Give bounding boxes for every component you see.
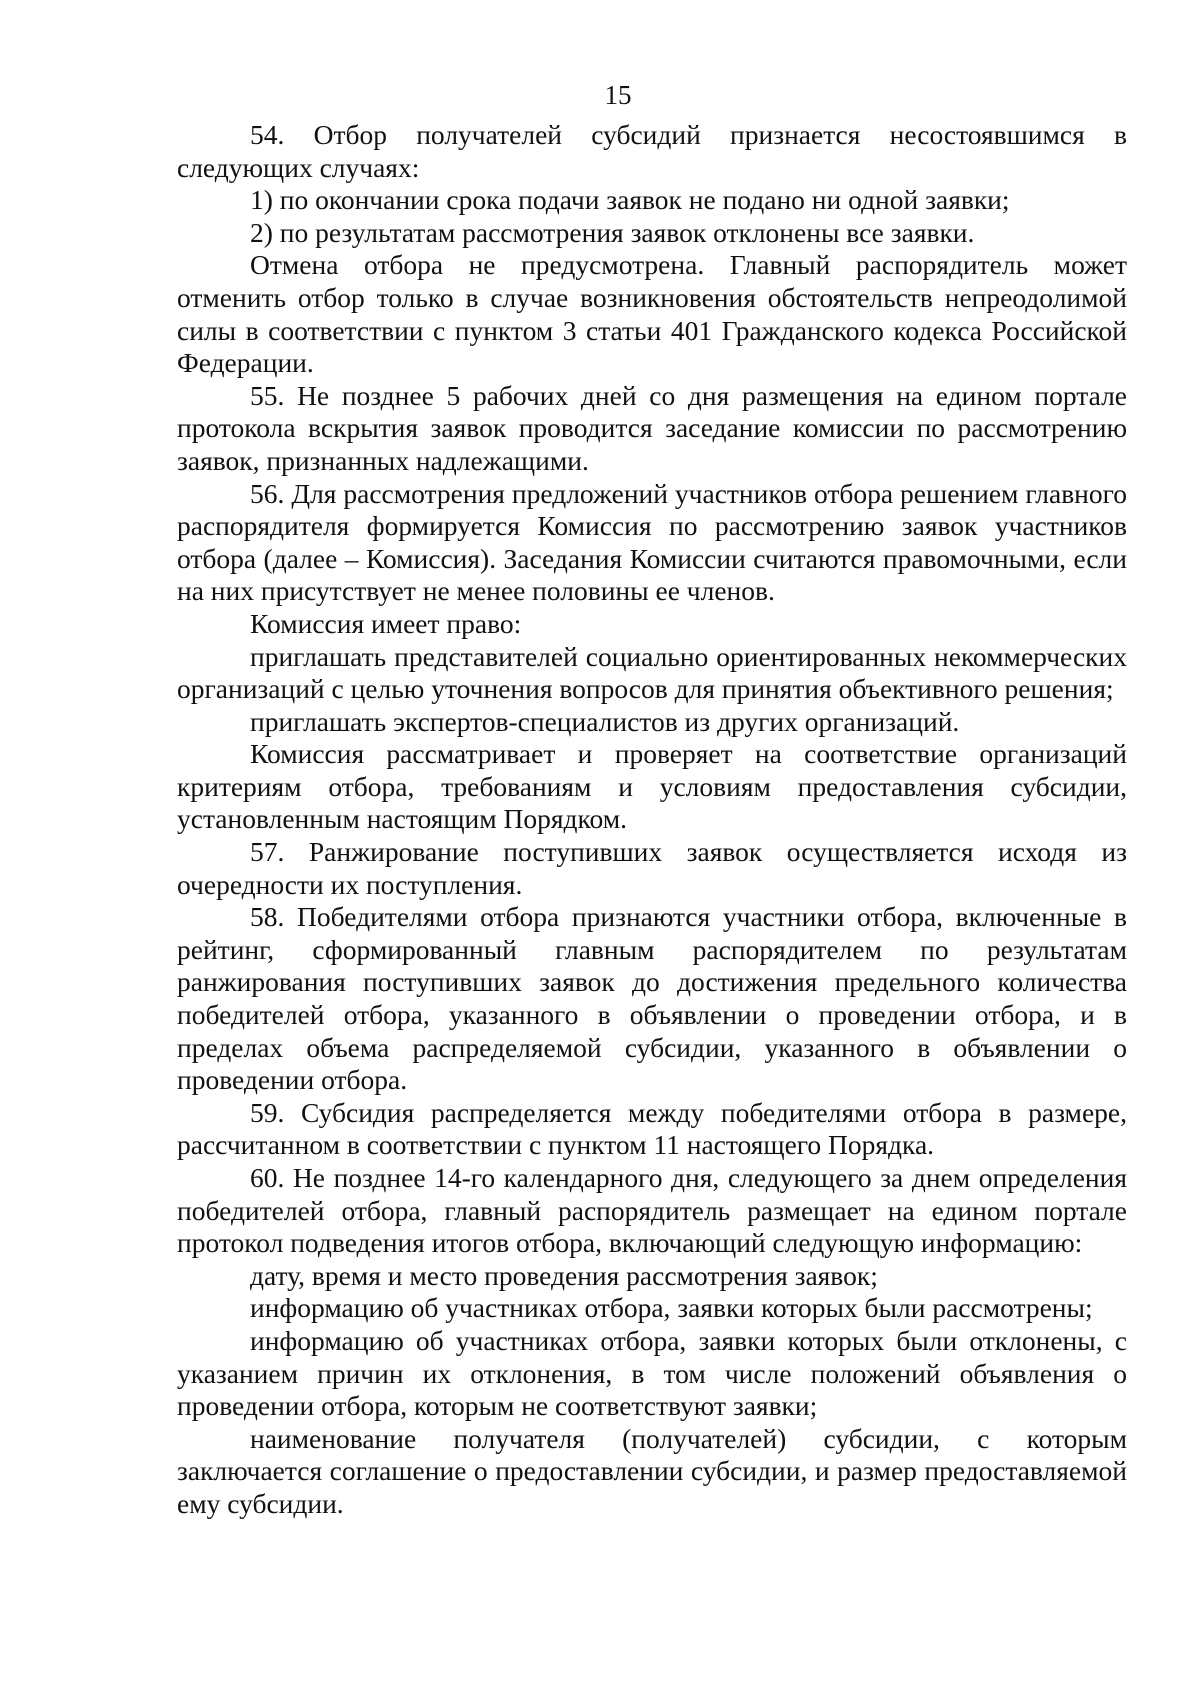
paragraph-58: 58. Победителями отбора признаются участники отбора, включенные в рейтинг, сформированный главным распорядителем по результатам ранжирования поступивших заявок до достижения предельного количества победителей отбора, указанного в объявлении о проведении отбора, и в пределах объема распределяемой субсидии, указанного в объявлении о проведении отбора. (177, 901, 1127, 1096)
paragraph-cancellation: Отмена отбора не предусмотрена. Главный распорядитель может отменить отбор только в случае возникновения обстоятельств непреодолимой силы в соответствии с пунктом 3 статьи 401 Гражданского кодекса Российской Федерации. (177, 249, 1127, 379)
paragraph-56: 56. Для рассмотрения предложений участников отбора решением главного распорядителя формируется Комиссия по рассмотрению заявок участников отбора (далее – Комиссия). Заседания Комиссии считаются правомочными, если на них присутствует не менее половины ее членов. (177, 477, 1127, 607)
paragraph-60-item-reviewed: информацию об участниках отбора, заявки которых были рассмотрены; (250, 1292, 1093, 1324)
paragraph-54-case-1: 1) по окончании срока подачи заявок не подано ни одной заявки; (250, 184, 1010, 216)
page-number: 15 (604, 80, 632, 110)
paragraph-commission-rights: Комиссия имеет право: (250, 607, 522, 639)
paragraph-60-item-rejected: информацию об участниках отбора, заявки которых были отклонены, с указанием причин их отклонения, в том числе положений объявления о проведении отбора, которым не соответствуют заявки; (177, 1324, 1127, 1422)
paragraph-55: 55. Не позднее 5 рабочих дней со дня размещения на едином портале протокола вскрытия заявок проводится заседание комиссии по рассмотрению заявок, признанных надлежащими. (177, 379, 1127, 476)
paragraph-right-invite-representatives: приглашать представителей социально ориентированных некоммерческих организаций с целью уточнения вопросов для принятия объективного решения; (177, 640, 1127, 705)
paragraph-commission-review: Комиссия рассматривает и проверяет на соответствие организаций критериям отбора, требованиям и условиям предоставления субсидии, установленным настоящим Порядком. (177, 738, 1127, 835)
paragraph-60: 60. Не позднее 14-го календарного дня, следующего за днем определения победителей отбора, главный распорядитель размещает на едином портале протокол подведения итогов отбора, включающий следующую информацию: (177, 1162, 1127, 1259)
paragraph-57: 57. Ранжирование поступивших заявок осуществляется исходя из очередности их поступления. (177, 836, 1127, 900)
paragraph-60-item-recipient: наименование получателя (получателей) субсидии, с которым заключается соглашение о предоставлении субсидии, и размер предоставляемой ему субсидии. (177, 1422, 1127, 1519)
paragraph-59: 59. Субсидия распределяется между победителями отбора в размере, рассчитанном в соответствии с пунктом 11 настоящего Порядка. (177, 1096, 1127, 1161)
paragraph-54-case-2: 2) по результатам рассмотрения заявок отклонены все заявки. (250, 216, 975, 248)
paragraph-right-invite-experts: приглашать экспертов-специалистов из других организаций. (250, 705, 960, 737)
paragraph-60-item-date: дату, время и место проведения рассмотрения заявок; (250, 1259, 878, 1291)
paragraph-54-intro: 54. Отбор получателей субсидий признается несостоявшимся в следующих случаях: (177, 119, 1127, 183)
document-body (177, 119, 1127, 1521)
